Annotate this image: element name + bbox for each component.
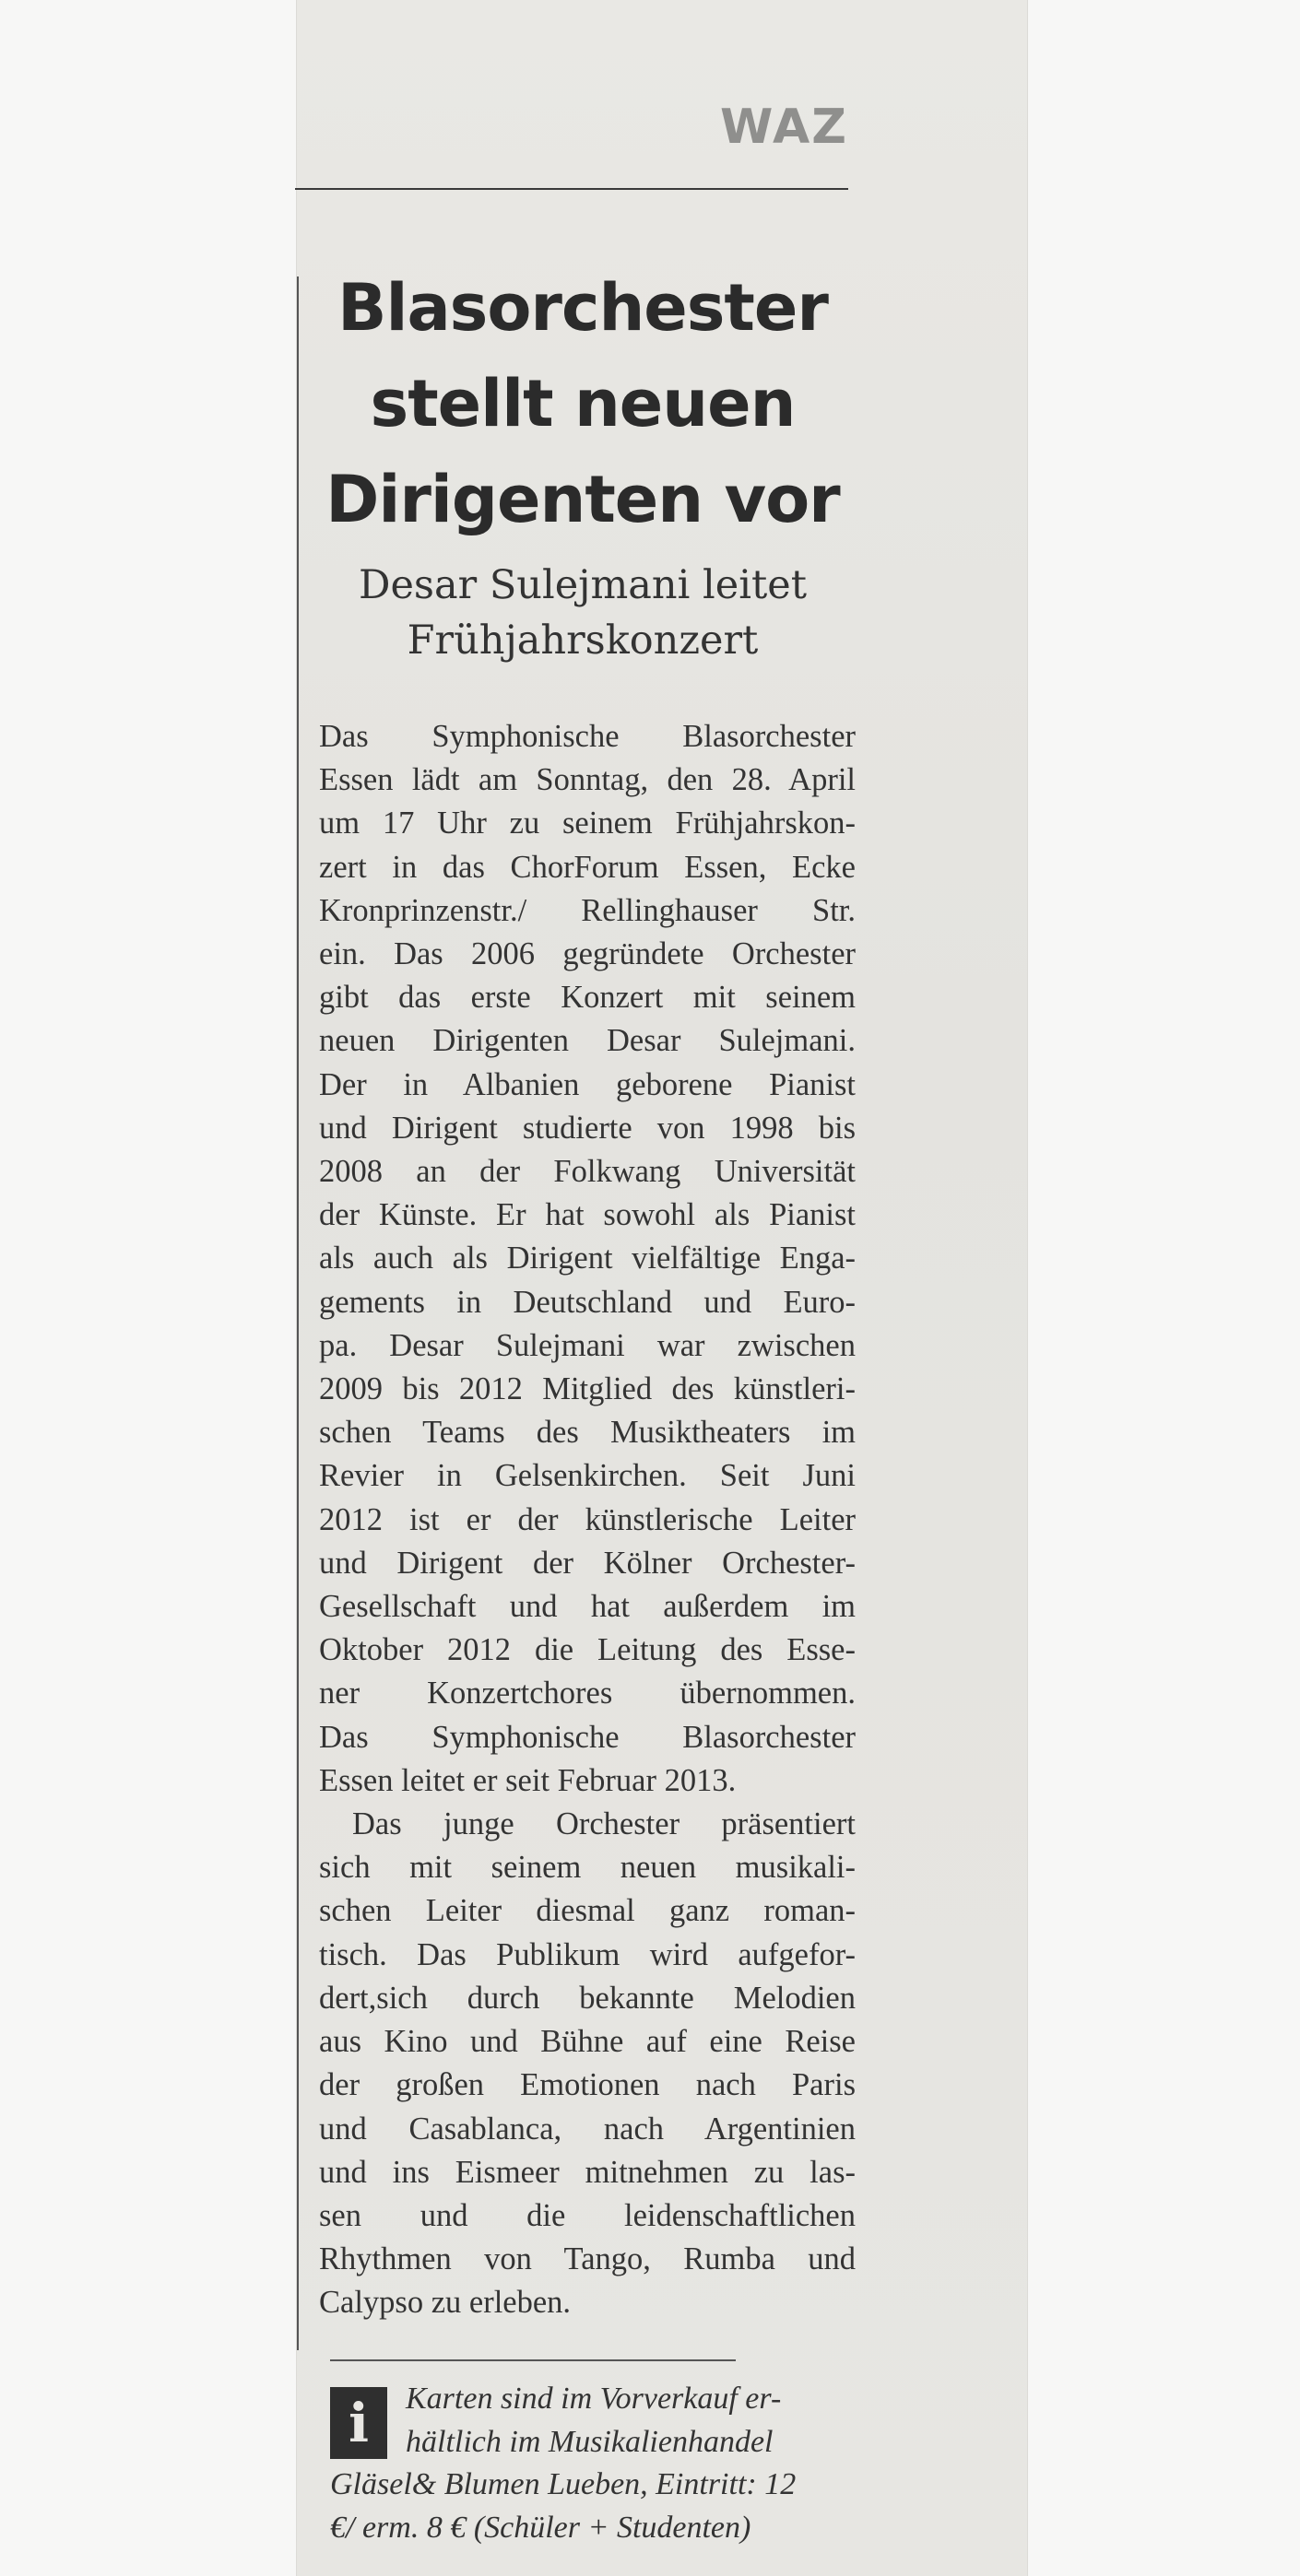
- article-headline: [297, 260, 869, 547]
- headline-line: Blasorchester: [337, 270, 828, 346]
- body-line: und ins Eismeer mitnehmen zu las-: [319, 2154, 856, 2190]
- body-line: gements in Deutschland und Euro-: [319, 1284, 856, 1320]
- body-line: schen Teams des Musiktheaters im: [319, 1415, 856, 1451]
- body-line: ein. Das 2006 gegründete Orchester: [319, 936, 856, 972]
- body-line: 2008 an der Folkwang Universität: [319, 1154, 856, 1190]
- body-line: Essen lädt am Sonntag, den 28. April: [319, 762, 856, 798]
- body-line: 2012 ist er der künstlerische Leiter: [319, 1501, 856, 1537]
- body-line: Das junge Orchester präsentiert: [352, 1806, 856, 1842]
- body-line: der Künste. Er hat sowohl als Pianist: [319, 1197, 856, 1233]
- body-line: Der in Albanien geborene Pianist: [319, 1066, 856, 1102]
- body-line: um 17 Uhr zu seinem Frühjahrskon-: [319, 806, 856, 841]
- article-subheadline: [297, 558, 869, 668]
- subheadline-line: Desar Sulejmani leitet: [358, 562, 808, 608]
- article-body: [319, 715, 856, 2325]
- body-line: dert,sich durch bekannte Melodien: [319, 1980, 856, 2016]
- body-line: schen Leiter diesmal ganz roman-: [319, 1893, 856, 1929]
- body-line: sen und die leidenschaftlichen: [319, 2197, 856, 2233]
- info-box-rule: [330, 2359, 736, 2361]
- ticket-info-line: hältlich im Musikalienhandel: [406, 2424, 774, 2459]
- body-line: 2009 bis 2012 Mitglied des künstleri-: [319, 1371, 856, 1407]
- body-line: Rhythmen von Tango, Rumba und: [319, 2241, 856, 2277]
- body-line: zert in das ChorForum Essen, Ecke: [319, 849, 856, 885]
- body-line: aus Kino und Bühne auf eine Reise: [319, 2024, 856, 2060]
- body-line: tisch. Das Publikum wird aufgefor-: [319, 1936, 856, 1972]
- ticket-info-line: Gläsel& Blumen Lueben, Eintritt: 12: [330, 2467, 797, 2501]
- body-line: Gesellschaft und hat außerdem im: [319, 1589, 856, 1625]
- body-line: als auch als Dirigent vielfältige Enga-: [319, 1241, 856, 1276]
- body-line: pa. Desar Sulejmani war zwischen: [319, 1327, 856, 1363]
- masthead-rule: [295, 188, 848, 190]
- body-line: Kronprinzenstr./ Rellinghauser Str.: [319, 892, 856, 928]
- body-line: Das Symphonische Blasorchester: [319, 719, 856, 754]
- info-icon: i: [330, 2387, 387, 2459]
- body-line: Revier in Gelsenkirchen. Seit Juni: [319, 1458, 856, 1494]
- newspaper-masthead: WAZ: [720, 100, 848, 155]
- ticket-info-line: €/ erm. 8 € (Schüler + Studenten): [330, 2510, 751, 2545]
- headline-line: stellt neuen: [370, 366, 796, 441]
- body-line: Oktober 2012 die Leitung des Esse-: [319, 1632, 856, 1668]
- subheadline-line: Frühjahrskonzert: [407, 618, 759, 664]
- ticket-info: [330, 2378, 846, 2549]
- body-line: ner Konzertchores übernommen.: [319, 1676, 856, 1711]
- body-line: neuen Dirigenten Desar Sulejmani.: [319, 1023, 856, 1059]
- ticket-info-line: Karten sind im Vorverkauf er-: [406, 2382, 782, 2416]
- body-line: und Dirigent studierte von 1998 bis: [319, 1110, 856, 1146]
- body-line: Essen leitet er seit Februar 2013.: [319, 1762, 737, 1798]
- body-line: gibt das erste Konzert mit seinem: [319, 980, 856, 1016]
- body-line: und Casablanca, nach Argentinien: [319, 2111, 856, 2147]
- body-line: sich mit seinem neuen musikali-: [319, 1850, 856, 1886]
- body-line: Calypso zu erleben.: [319, 2285, 572, 2321]
- body-line: und Dirigent der Kölner Orchester-: [319, 1545, 856, 1581]
- headline-line: Dirigenten vor: [325, 462, 840, 537]
- body-line: der großen Emotionen nach Paris: [319, 2067, 856, 2103]
- body-line: Das Symphonische Blasorchester: [319, 1719, 856, 1755]
